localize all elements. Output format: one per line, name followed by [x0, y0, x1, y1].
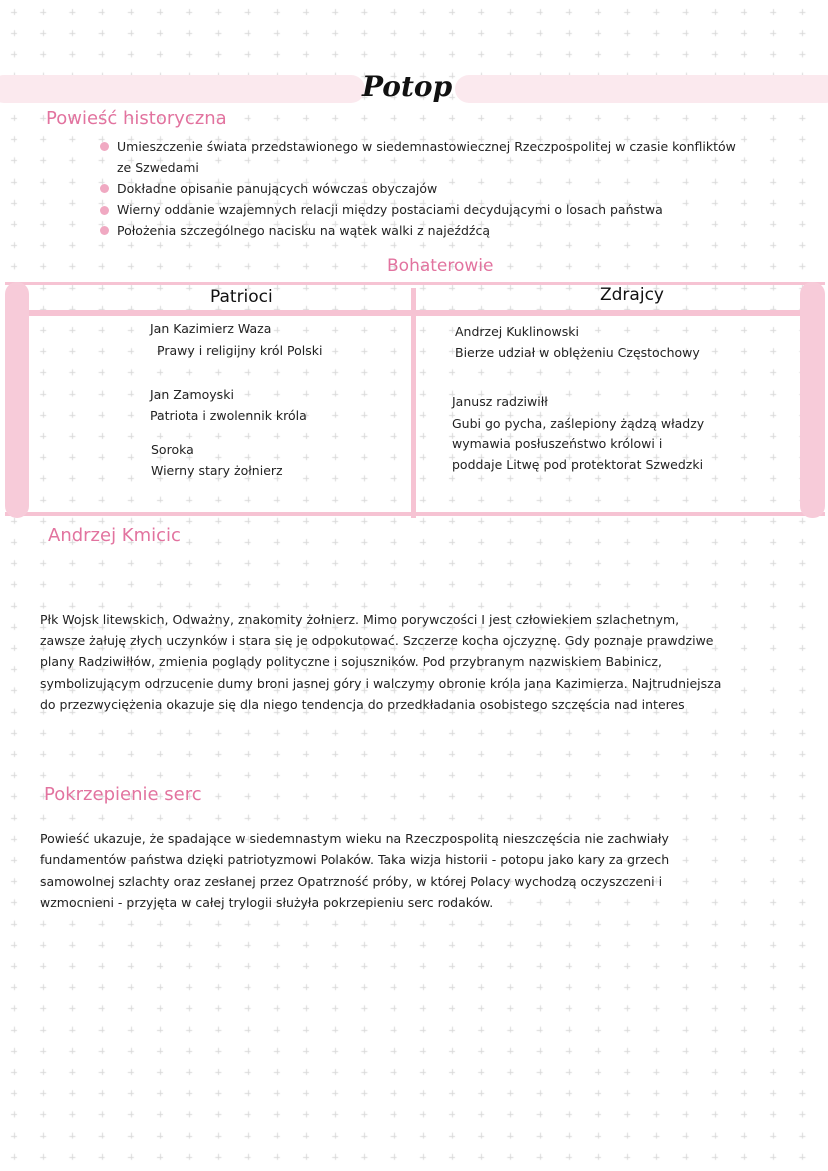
- title-banner-left: [0, 75, 365, 103]
- hero-name: Janusz radziwiłł: [452, 394, 548, 409]
- page-title: Potop: [362, 70, 453, 103]
- paragraph-line: samowolnej szlachty oraz zesłanej przez Opatrzność próby, w której Polacy wychodzą oczyszczeni i: [40, 874, 663, 889]
- paragraph-line: Powieść ukazuje, że spadające w siedemnastym wieku na Rzeczpospolitą nieszczęścia nie zachwiały: [40, 831, 669, 846]
- paragraph-line: do przezwyciężenia okazuje się dla niego tendencja do przedkładania osobistego szczęścia nad interes: [40, 697, 685, 712]
- bullet-text: ze Szwedami: [117, 160, 199, 175]
- bullet-text: Dokładne opisanie panujących wówczas obyczajów: [117, 181, 438, 196]
- bullet-icon: [100, 206, 109, 215]
- hero-desc: poddaje Litwę pod protektorat Szwedzki: [452, 457, 704, 472]
- hero-desc: Gubi go pycha, zaślepiony żądzą władzy: [452, 416, 705, 431]
- hero-desc: Patriota i zwolennik króla: [150, 408, 307, 423]
- title-banner-right: [455, 75, 828, 103]
- heading-kmicic: Andrzej Kmicic: [48, 525, 181, 546]
- bullet-text: Umieszczenie świata przedstawionego w siedemnastowiecznej Rzeczpospolitej w czasie konfliktów: [117, 139, 736, 154]
- column-header-zdrajcy: Zdrajcy: [600, 285, 664, 305]
- bullet-text: Wierny oddanie wzajemnych relacji między postaciami decydującymi o losach państwa: [117, 202, 663, 217]
- hero-desc: Wierny stary żołnierz: [151, 463, 283, 478]
- hero-name: Jan Kazimierz Waza: [150, 321, 272, 336]
- hero-name: Jan Zamoyski: [150, 387, 234, 402]
- bullet-text: Położenia szczególnego nacisku na wątek walki z najeźdźcą: [117, 223, 490, 238]
- bullet-icon: [100, 184, 109, 193]
- bullet-icon: [100, 226, 109, 235]
- heading-powiesc: Powieść historyczna: [46, 108, 227, 129]
- column-header-patrioci: Patrioci: [210, 287, 273, 307]
- paragraph-line: Płk Wojsk litewskich, Odważny, znakomity żołnierz. Mimo porywczości I jest człowiekiem szlachetnym,: [40, 612, 680, 627]
- paragraph-line: plany Radziwiłłów, zmienia poglądy polityczne i sojuszników. Pod przybranym nazwiskiem Babinicz,: [40, 654, 662, 669]
- paragraph-line: wzmocnieni - przyjęta w całej trylogii służyła pokrzepieniu serc rodaków.: [40, 895, 494, 910]
- table-left-bar: [5, 282, 29, 518]
- paragraph-line: fundamentów państwa dzięki patriotyzmowi Polaków. Taka wizja historii - potopu jako kary za grzech: [40, 852, 670, 867]
- hero-name: Andrzej Kuklinowski: [455, 324, 579, 339]
- heading-pokrzepienie: Pokrzepienie serc: [44, 784, 202, 805]
- hero-name: Soroka: [151, 442, 194, 457]
- hero-desc: wymawia posłuszeństwo królowi i: [452, 436, 663, 451]
- table-column-divider: [411, 288, 416, 518]
- table-top-border: [5, 282, 825, 285]
- paragraph-line: symbolizującym odrzucenie dumy broni jasnej góry i walczymy obronie króla jana Kazimierza. Najtrudniejsza: [40, 676, 722, 691]
- paragraph-line: zawsze żałuję złych uczynków i stara się je odpokutować. Szczerze kocha ojczyznę. Gdy poznaje prawdziwe: [40, 633, 714, 648]
- table-right-bar: [800, 282, 825, 518]
- hero-desc: Bierze udział w oblężeniu Częstochowy: [455, 345, 700, 360]
- heading-bohaterowie: Bohaterowie: [387, 256, 494, 276]
- hero-desc: Prawy i religijny król Polski: [157, 343, 323, 358]
- bullet-icon: [100, 142, 109, 151]
